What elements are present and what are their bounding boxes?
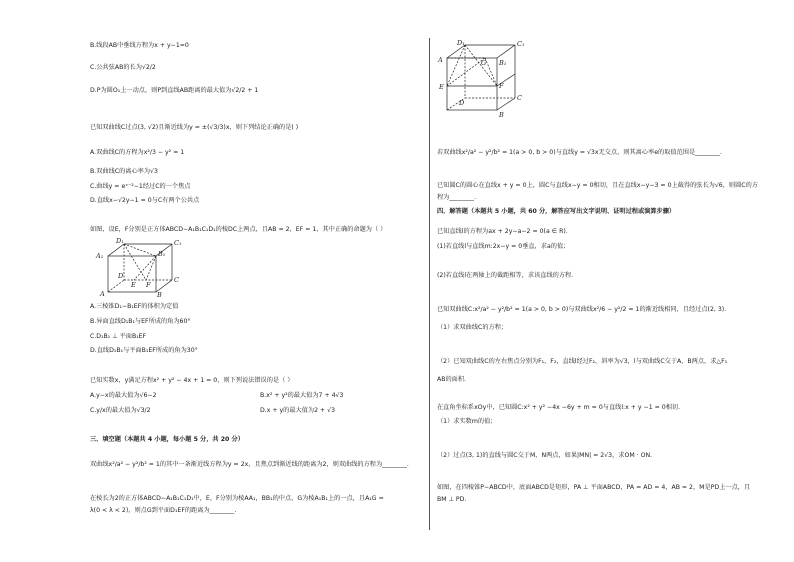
cube-figure-left [94, 236, 184, 298]
sub-question: AB的面积. [437, 376, 467, 383]
vertex-label: D [459, 99, 465, 107]
vertex-label: E [131, 281, 136, 289]
option-line: C.公共弦AB的长为√2/2 [90, 64, 156, 71]
option-line: A.y−x的最大值为√6−2 [90, 392, 157, 399]
option-line: C.y/x的最大值为√3/2 [90, 407, 151, 414]
vertex-label: A₁ [96, 252, 104, 260]
sub-question: (1)若直线l与直线m:2x−y = 0垂直，求a的值； [437, 243, 570, 250]
sub-question: (2)若直线l在两轴上的截距相等，求该直线的方程. [437, 272, 574, 279]
question-stem: BM ⊥ PD. [437, 496, 467, 503]
vertex-label: B₁ [499, 59, 507, 67]
vertex-label: E [439, 83, 444, 91]
option-line: B.异面直线D₁B₁与EF所成的角为60° [90, 318, 191, 325]
option-line: D.x + y的最大值为2 + √3 [260, 407, 336, 414]
cube-figure-right [437, 38, 527, 120]
question-stem: 在棱长为2的正方体ABCD−A₁B₁C₁D₁中，E，F分别为棱AA₁，BB₁的中点，G为棱A₁B₁上的一点，且A₁G = [90, 495, 384, 502]
option-line: D.直线D₁B₁与平面B₁EF所成的角为30° [90, 347, 198, 354]
vertex-label: G [481, 59, 487, 67]
vertex-label: D₁ [457, 39, 465, 47]
vertex-label: A [100, 290, 105, 298]
sub-question: （1）求实数m的值； [437, 418, 497, 425]
option-line: B.x² + y²的最大值为7 + 4√3 [260, 392, 344, 399]
sub-question: （2）过点(3, 1)的直线与圆C交于M，N两点，如果|MN| = 2√3，求OM · ON. [437, 452, 653, 459]
section-heading: 四、解答题（本题共 5 小题，共 60 分，解答应写出文字说明、证明过程或演算步骤） [437, 208, 676, 215]
section-heading: 三、填空题（本题共 4 小题，每小题 5 分，共 20 分） [90, 436, 244, 443]
vertex-label: C [174, 276, 179, 284]
vertex-label: C [517, 94, 522, 102]
vertex-label: B [157, 291, 162, 298]
question-stem: 若双曲线x²/a² − y²/b² = 1(a > 0, b > 0)与直线y = √3x无交点，则其离心率e的取值范围是________. [437, 149, 722, 156]
question-stem: 在直角坐标系xOy中，已知圆C:x² + y² −4x −6y + m = 0与直线l:x + y −1 = 0相切. [437, 404, 681, 411]
option-line: A.双曲线C的方程为x²/3 − y² = 1 [90, 149, 185, 156]
question-stem: 已知双曲线C:x²/a² − y²/b² = 1(a > 0, b > 0)与双曲线x²/6 − y²/2 = 1的渐近线相同，且经过点(2, 3). [437, 306, 727, 313]
vertex-label: D [118, 272, 124, 280]
option-line: C.D₁B₁ ⊥ 平面B₁EF [90, 333, 147, 340]
vertex-label: C₁ [517, 40, 525, 48]
question-stem: 已知双曲线C过点(3, √2)且渐近线为y = ±(√3/3)x，则下列结论正确的是( ) [90, 124, 299, 131]
question-stem: λ(0 < λ < 2)，则点G到平面D₁EF的距离为________. [90, 507, 237, 514]
option-line: B.双曲线C的离心率为√3 [90, 168, 158, 175]
question-stem: 已知直线l的方程为ax + 2y−a−2 = 0(a ∈ R). [437, 228, 568, 235]
vertex-label: A [438, 56, 443, 64]
vertex-label: B₁ [158, 250, 166, 258]
question-stem: 双曲线x²/a² − y²/b² = 1的其中一条渐近线方程为y = 2x，且焦点到渐近线的距离为2，则双曲线的方程为________. [90, 461, 409, 468]
column-divider [429, 38, 430, 530]
question-stem: 已知实数x，y满足方程x² + y² − 4x + 1 = 0，则下列说法错误的是（ ） [90, 377, 294, 384]
option-line: D.P为圆O₁上一动点，则P到直线AB距离的最大值为√2/2 + 1 [90, 87, 259, 94]
vertex-label: B [499, 111, 504, 119]
question-stem: 程为________. [437, 194, 477, 201]
option-line: C.曲线y = eˣ⁻²−1经过C的一个焦点 [90, 183, 191, 190]
option-line: B.线段AB中垂线方程为x + y−1=0 [90, 42, 189, 49]
option-line: D.直线x−√2y−1 = 0与C有两个公共点 [90, 197, 200, 204]
vertex-label: F [499, 82, 504, 90]
question-stem: 如图，设E，F分别是正方体ABCD−A₁B₁C₁D₁的棱DC上两点，且AB = 2，EF = 1，其中正确的命题为（ ） [90, 226, 387, 233]
vertex-label: C₁ [174, 239, 182, 247]
vertex-label: F [146, 281, 151, 289]
question-stem: 已知圆C的圆心在直线x + y = 0上，圆C与直线x−y = 0相切，且在直线x−y−3 = 0上截得的弦长为√6，则圆C的方 [437, 182, 758, 189]
sub-question: （1）求双曲线C的方程； [437, 324, 508, 331]
sub-question: （2）已知双曲线C的左右焦点分别为F₁，F₂，直线l经过F₂，斜率为√3，l与双曲线C交于A，B两点，求△F₁ [437, 358, 728, 365]
question-stem: 如图，在四棱锥P−ABCD中，底面ABCD是矩形，PA ⊥ 平面ABCD，PA = AD = 4，AB = 2，M是PD上一点，且 [437, 484, 751, 491]
vertex-label: D₁ [116, 237, 124, 245]
option-line: A.三棱锥D₁−B₁EF的体积为定值 [90, 303, 179, 310]
